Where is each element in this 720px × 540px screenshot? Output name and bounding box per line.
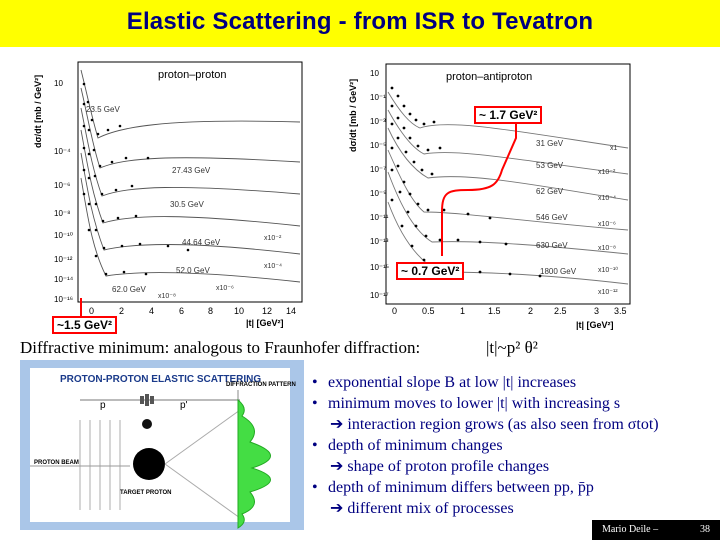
pp-xtick: 0 xyxy=(89,306,95,316)
ppbar-plot xyxy=(340,62,636,334)
ppbar-ylabel: dσ/dt [mb / GeV²] xyxy=(348,78,358,152)
pp-ytick: 10⁻¹⁴ xyxy=(54,275,74,284)
ppbar-ytick: 10⁻⁹ xyxy=(370,189,387,198)
pp-ytick: 10⁻⁸ xyxy=(54,209,71,218)
pp-plot xyxy=(28,58,308,336)
pp-energy-label: 52.0 GeV xyxy=(176,266,210,275)
pp-energy-label: 30.5 GeV xyxy=(170,200,204,209)
ppbar-scale-label: x10⁻⁴ xyxy=(598,195,616,202)
ppbar-title: proton–antiproton xyxy=(446,71,533,83)
pp-minimum-tag: ~1.5 GeV² xyxy=(52,316,117,334)
diagram-p-prime-label: p' xyxy=(180,400,188,411)
list-item: • exponential slope B at low |t| increases xyxy=(312,374,577,391)
list-subitem: ➔ different mix of processes xyxy=(330,500,514,517)
ppbar-energy-label: 546 GeV xyxy=(536,213,568,222)
pp-ytick: 10⁻⁴ xyxy=(54,147,71,156)
ppbar-ytick: 10⁻³ xyxy=(370,117,386,126)
list-item: • depth of minimum differs between pp, p̄p xyxy=(312,479,594,496)
pp-xtick: 4 xyxy=(149,306,155,316)
pp-xtick: 14 xyxy=(286,306,297,316)
ppbar-ytick: 10⁻¹⁷ xyxy=(370,291,389,300)
ppbar-xtick: 3.5 xyxy=(614,306,627,316)
t-relation: |t|~p² θ² xyxy=(486,338,538,357)
pp-xtick: 6 xyxy=(179,306,185,316)
diagram-p-label: p xyxy=(100,400,106,411)
ppbar-xlabel: |t| [GeV²] xyxy=(576,320,614,330)
pp-ytick: 10⁻¹⁰ xyxy=(54,231,73,240)
ppbar-energy-label: 1800 GeV xyxy=(540,267,577,276)
pp-xtick: 12 xyxy=(262,306,273,316)
diagram-title: PROTON-PROTON ELASTIC SCATTERING xyxy=(60,374,262,385)
diagram-beam-label: PROTON BEAM xyxy=(34,460,79,466)
pp-scale-label: x10⁻⁸ xyxy=(158,293,176,300)
pp-energy-label: 44.64 GeV xyxy=(182,238,221,247)
list-subitem: ➔ interaction region grows (as also seen from σtot) xyxy=(330,416,659,433)
ppbar-xtick: 0.5 xyxy=(422,306,435,316)
pp-ytick: 10⁻¹² xyxy=(54,255,73,264)
pp-ytick: 10 xyxy=(54,79,63,88)
pp-ytick: 10⁻¹⁶ xyxy=(54,295,74,304)
pp-energy-label: 62.0 GeV xyxy=(112,285,146,294)
scattering-diagram xyxy=(20,360,304,530)
ppbar-ytick: 10⁻⁵ xyxy=(370,141,387,150)
ppbar-xtick: 3 xyxy=(594,306,600,316)
diagram-target-proton xyxy=(133,448,165,480)
diagram-target-label: TARGET PROTON xyxy=(120,490,172,496)
ppbar-scale-label: x10⁻² xyxy=(598,169,616,176)
ppbar-ytick: 10⁻¹ xyxy=(370,93,386,102)
ppbar-xtick: 1.5 xyxy=(488,306,501,316)
list-item: • minimum moves to lower |t| with increasing s xyxy=(312,395,621,412)
diagram-diffraction-label: DIFFRACTION PATTERN xyxy=(226,382,296,388)
ppbar-xtick: 2 xyxy=(528,306,534,316)
ppbar-xtick: 2.5 xyxy=(554,306,567,316)
pp-scale-label: x10⁻⁶ xyxy=(216,285,234,292)
ppbar-xtick: 0 xyxy=(392,306,398,316)
pp-xtick: 2 xyxy=(119,306,125,316)
pp-energy-label: 23.5 GeV xyxy=(86,105,120,114)
pp-ytick: 10⁻⁶ xyxy=(54,181,71,190)
pp-xtick: 10 xyxy=(234,306,245,316)
pp-ylabel: dσ/dt [mb / GeV²] xyxy=(33,74,43,148)
pp-xlabel: |t| [GeV²] xyxy=(246,318,284,328)
page-number: 38 xyxy=(700,524,710,535)
ppbar-energy-label: 31 GeV xyxy=(536,139,564,148)
ppbar-energy-label: 62 GeV xyxy=(536,187,564,196)
ppbar-energy-label: 53 GeV xyxy=(536,161,564,170)
list-item: • depth of minimum changes xyxy=(312,437,503,454)
slide-title: Elastic Scattering - from ISR to Tevatron xyxy=(126,8,594,35)
ppbar-ytick: 10 xyxy=(370,69,379,78)
pp-scale-label: x10⁻⁴ xyxy=(264,263,282,270)
pp-scale-label: x10⁻² xyxy=(264,235,282,242)
ppbar-ytick: 10⁻⁷ xyxy=(370,165,387,174)
ppbar-scale-label: x1 xyxy=(610,145,618,152)
ppbar-minimum-tag-top: ~ 1.7 GeV² xyxy=(474,106,542,124)
ppbar-ytick: 10⁻¹³ xyxy=(370,237,389,246)
ppbar-energy-label: 630 GeV xyxy=(536,241,568,250)
ppbar-xtick: 1 xyxy=(460,306,466,316)
ppbar-ytick: 10⁻¹¹ xyxy=(370,213,389,222)
ppbar-minimum-tag-bottom: ~ 0.7 GeV² xyxy=(396,262,464,280)
pp-xtick: 8 xyxy=(208,306,214,316)
diagram-small-proton xyxy=(142,419,152,429)
ppbar-scale-label: x10⁻¹² xyxy=(598,289,618,296)
ppbar-scale-label: x10⁻⁶ xyxy=(598,221,616,228)
ppbar-scale-label: x10⁻¹⁰ xyxy=(598,267,619,274)
pp-title: proton–proton xyxy=(158,69,227,81)
pp-energy-label: 27.43 GeV xyxy=(172,166,211,175)
footer-author: Mario Deile – xyxy=(602,524,659,535)
list-subitem: ➔ shape of proton profile changes xyxy=(330,458,550,475)
ppbar-ytick: 10⁻¹⁵ xyxy=(370,263,390,272)
diffraction-caption: Diffractive minimum: analogous to Fraunhofer diffraction: xyxy=(20,338,421,357)
bullet-list xyxy=(312,372,712,519)
ppbar-scale-label: x10⁻⁸ xyxy=(598,245,616,252)
